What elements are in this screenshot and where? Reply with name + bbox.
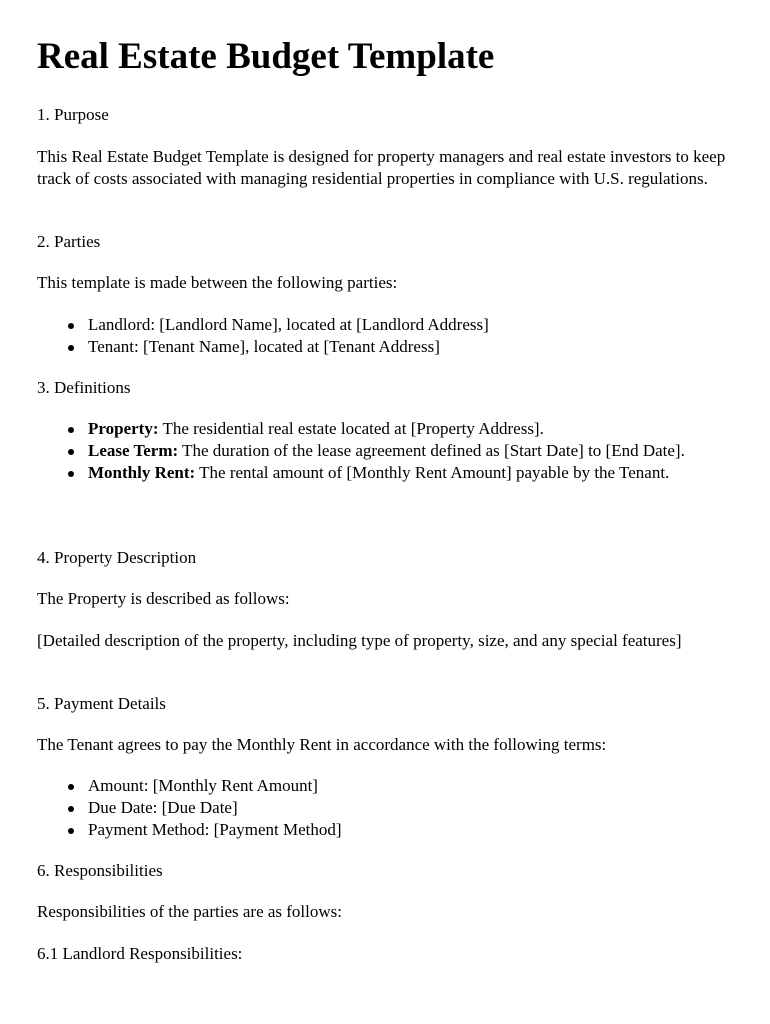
definitions-list	[37, 418, 737, 484]
property-intro: The Property is described as follows:	[37, 589, 290, 608]
definition-term: Monthly Rent:	[88, 463, 196, 482]
definition-text: The duration of the lease agreement defined as [Start Date] to [End Date].	[178, 441, 685, 460]
list-item: Amount: [Monthly Rent Amount]	[37, 775, 737, 797]
definition-text: The rental amount of [Monthly Rent Amount] payable by the Tenant.	[195, 463, 670, 482]
parties-list	[37, 314, 737, 358]
list-item: Due Date: [Due Date]	[37, 797, 737, 819]
property-description-paragraph: [Detailed description of the property, including type of property, size, and any special features]	[37, 631, 682, 650]
definition-item	[37, 462, 737, 484]
section-heading-definitions: 3. Definitions	[37, 378, 131, 397]
document-title: Real Estate Budget Template	[37, 36, 495, 77]
responsibilities-intro: Responsibilities of the parties are as follows:	[37, 902, 342, 921]
definition-term: Lease Term:	[88, 441, 179, 460]
section-heading-parties: 2. Parties	[37, 232, 101, 251]
section-heading-responsibilities: 6. Responsibilities	[37, 861, 163, 880]
parties-intro: This template is made between the following parties:	[37, 273, 398, 292]
payment-list	[37, 775, 737, 841]
definition-item	[37, 440, 737, 462]
list-item: Payment Method: [Payment Method]	[37, 819, 737, 841]
definition-text: The residential real estate located at [Property Address].	[158, 419, 544, 438]
section-heading-property-description: 4. Property Description	[37, 548, 197, 567]
list-item: Landlord: [Landlord Name], located at [Landlord Address]	[37, 314, 737, 336]
subsection-heading-landlord-responsibilities: 6.1 Landlord Responsibilities:	[37, 944, 243, 963]
section-heading-payment-details: 5. Payment Details	[37, 694, 166, 713]
purpose-paragraph: This Real Estate Budget Template is designed for property managers and real estate investors to keep track of costs associated with managing residential properties in compliance with U.S. regulations.	[37, 147, 726, 188]
section-heading-purpose: 1. Purpose	[37, 105, 109, 124]
definition-term: Property:	[88, 419, 159, 438]
payment-intro: The Tenant agrees to pay the Monthly Rent in accordance with the following terms:	[37, 735, 607, 754]
list-item: Tenant: [Tenant Name], located at [Tenant Address]	[37, 336, 737, 358]
definition-item	[37, 418, 737, 440]
